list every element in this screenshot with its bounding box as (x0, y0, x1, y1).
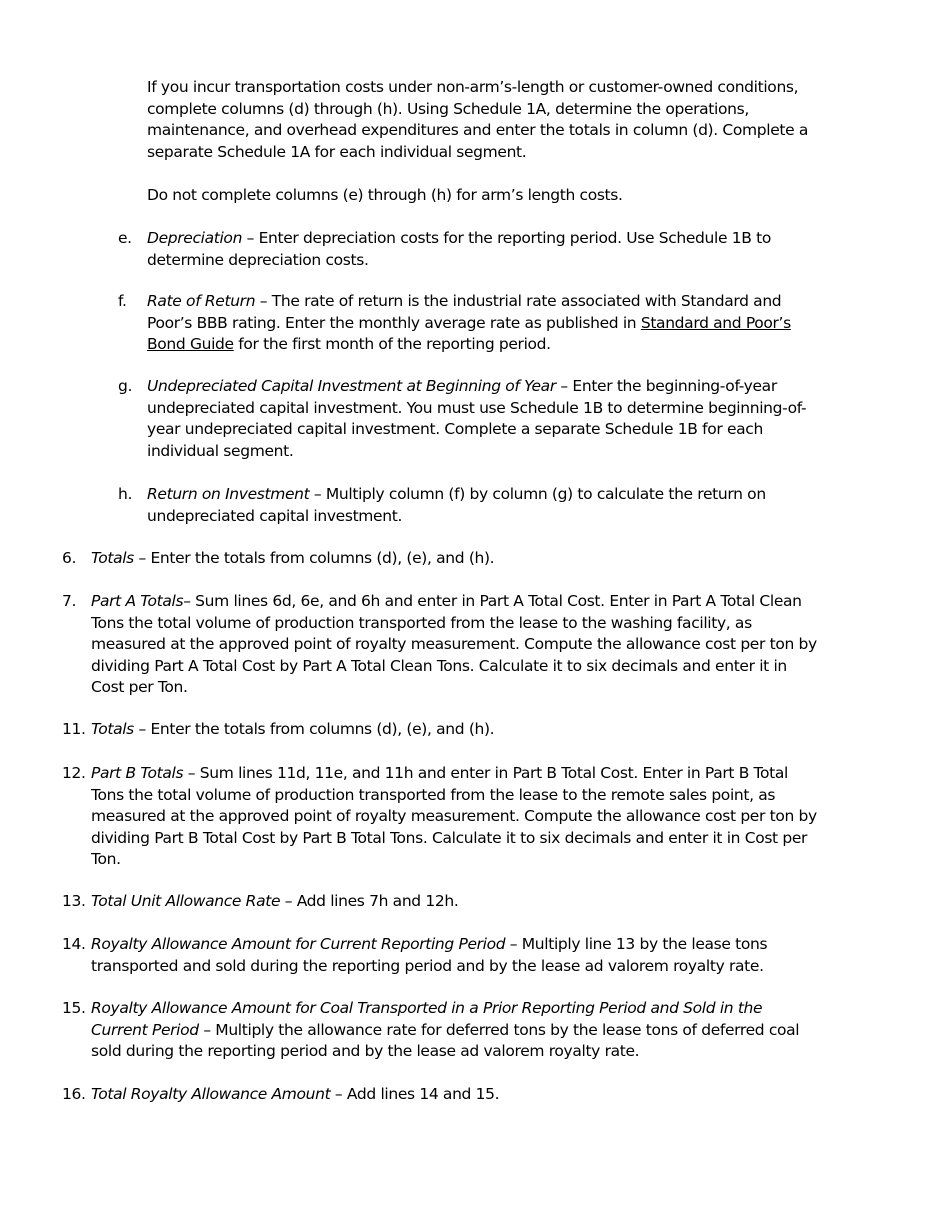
item-title: Royalty Allowance Amount for Coal Transported in a Prior Reporting Period and Sold in the Current Period (91, 999, 763, 1039)
item-title: Part A Totals (91, 592, 184, 610)
subitem-text (147, 484, 818, 527)
item-description: – Add lines 7h and 12h. (280, 892, 459, 910)
subitem-number: f. (118, 292, 127, 310)
item-text (91, 891, 822, 913)
item-description: – Multiply line 13 by the lease tons transported and sold during the reporting period and by the lease ad valorem royalty rate. (91, 935, 768, 975)
item-number: 13. (62, 892, 86, 910)
subitem-text (147, 376, 818, 462)
list-item-11 (62, 719, 822, 741)
item-number: 16. (62, 1085, 86, 1103)
intro-note: Do not complete columns (e) through (h) for arm’s length costs. (147, 186, 623, 204)
item-description: – Enter the totals from columns (d), (e), and (h). (133, 549, 495, 567)
item-description: – Add lines 14 and 15. (330, 1085, 500, 1103)
subitem-description: – The rate of return is the industrial rate associated with Standard and Poor’s BBB rating. Enter the monthly average rate as published in (147, 292, 782, 332)
subitem-g (118, 376, 818, 462)
item-number: 11. (62, 720, 86, 738)
item-text (91, 548, 822, 570)
item-title: Totals (91, 549, 134, 567)
item-description: – Sum lines 6d, 6e, and 6h and enter in Part A Total Cost. Enter in Part A Total Clean Tons the total volume of production transported from the lease to the washing facility, as measured at the approved point of royalty measurement. Compute the allowance cost per ton by dividing Part A Total Cost by Part A Total Clean Tons. Calculate it to six decimals and enter it in Cost per Ton. (91, 592, 817, 696)
subitem-e (118, 228, 818, 271)
item-description: – Multiply the allowance rate for deferred tons by the lease tons of deferred coal sold during the reporting period and by the lease ad valorem royalty rate. (91, 1020, 800, 1060)
subitem-description-end: for the first month of the reporting period. (233, 335, 551, 353)
item-title: Total Unit Allowance Rate (91, 892, 281, 910)
item-text (91, 934, 822, 977)
item-text (91, 998, 822, 1063)
item-number: 15. (62, 999, 86, 1017)
item-number: 6. (62, 549, 77, 567)
list-item-14 (62, 934, 822, 977)
item-text (91, 719, 822, 741)
subitem-text (147, 228, 818, 271)
bond-guide-reference: Standard and Poor’s Bond Guide (147, 313, 791, 353)
item-text (91, 763, 822, 871)
item-number: 14. (62, 935, 86, 953)
item-title: Part B Totals (91, 764, 184, 782)
item-title: Total Royalty Allowance Amount (91, 1085, 331, 1103)
list-item-12 (62, 763, 822, 871)
subitem-f (118, 291, 818, 356)
item-description: – Enter the totals from columns (d), (e), and (h). (133, 720, 495, 738)
item-text (91, 591, 822, 699)
item-title: Royalty Allowance Amount for Current Reporting Period (91, 935, 506, 953)
list-item-13 (62, 891, 822, 913)
list-item-15 (62, 998, 822, 1063)
list-item-6 (62, 548, 822, 570)
subitem-number: g. (118, 377, 133, 395)
subitem-description: – Enter depreciation costs for the reporting period. Use Schedule 1B to determine depreciation costs. (147, 229, 771, 269)
subitem-text (147, 291, 818, 356)
intro-paragraph: If you incur transportation costs under non-arm’s-length or customer-owned conditions, complete columns (d) through (h). Using Schedule 1A, determine the operations, maintenance, and overhead expenditures and enter the totals in column (d). Complete a separate Schedule 1A for each individual segment. (147, 78, 809, 161)
list-item-16 (62, 1084, 822, 1106)
item-description: – Sum lines 11d, 11e, and 11h and enter in Part B Total Cost. Enter in Part B Total Tons the total volume of production transported from the lease to the remote sales point, as measured at the approved point of royalty measurement. Compute the allowance cost per ton by dividing Part B Total Cost by Part B Total Tons. Calculate it to six decimals and enter it in Cost per Ton. (91, 764, 817, 868)
item-number: 7. (62, 592, 77, 610)
subitem-h (118, 484, 818, 527)
subitem-description: – Enter the beginning-of-year undepreciated capital investment. You must use Schedule 1B to determine beginning-of-year undepreciated capital investment. Complete a separate Schedule 1B for each individual segment. (147, 377, 807, 460)
item-number: 12. (62, 764, 86, 782)
item-title: Totals (91, 720, 134, 738)
subitem-description: – Multiply column (f) by column (g) to calculate the return on undepreciated capital investment. (147, 485, 766, 525)
item-text (91, 1084, 822, 1106)
subitem-title: Undepreciated Capital Investment at Beginning of Year (147, 377, 556, 395)
subitem-number: h. (118, 485, 133, 503)
list-item-7 (62, 591, 822, 699)
subitem-title: Depreciation (147, 229, 243, 247)
subitem-title: Rate of Return (147, 292, 256, 310)
subitem-title: Return on Investment (147, 485, 310, 503)
subitem-number: e. (118, 229, 132, 247)
